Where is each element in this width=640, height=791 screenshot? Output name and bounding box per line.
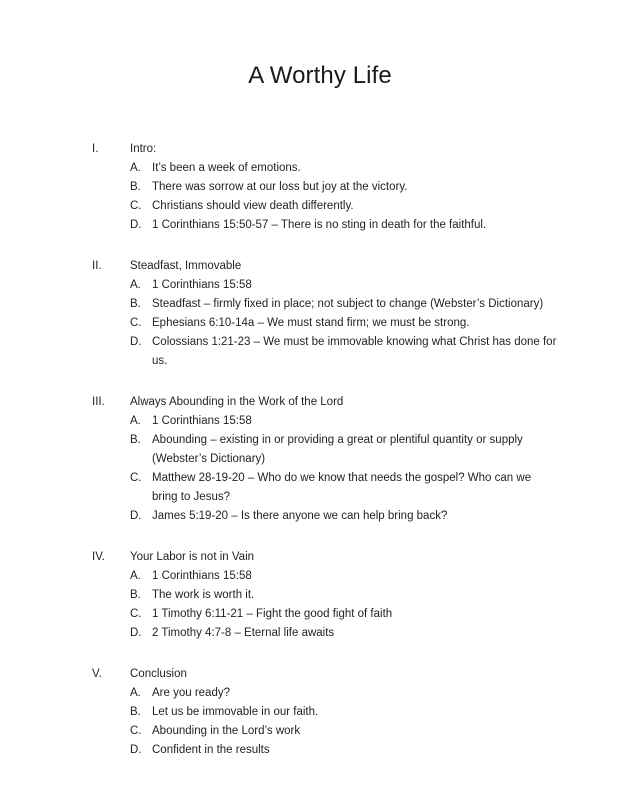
list-item-letter: C.	[130, 200, 142, 212]
section-item-list	[0, 159, 640, 235]
outline-section	[0, 257, 640, 371]
list-item-letter: A.	[130, 162, 141, 174]
list-item-letter: B.	[130, 706, 141, 718]
section-item-list	[0, 276, 640, 371]
list-item-letter: A.	[130, 687, 141, 699]
page-title: A Worthy Life	[248, 62, 392, 89]
section-numeral: V.	[92, 668, 102, 680]
list-item-letter: C.	[130, 608, 142, 620]
list-item: A. 1 Corinthians 15:58	[0, 412, 640, 431]
section-item-list	[0, 412, 640, 526]
list-item: C. Abounding in the Lord’s work	[0, 722, 640, 741]
list-item: C. Matthew 28-19-20 – Who do we know that needs the gospel? Who can we bring to Jesus?	[0, 469, 640, 507]
section-numeral: II.	[92, 260, 102, 272]
section-heading: III. Always Abounding in the Work of the Lord	[0, 393, 640, 412]
list-item-letter: C.	[130, 472, 142, 484]
list-item-letter: B.	[130, 298, 141, 310]
outline-body	[0, 140, 640, 760]
list-item: C. 1 Timothy 6:11-21 – Fight the good fight of faith	[0, 605, 640, 624]
list-item: A. Are you ready?	[0, 684, 640, 703]
list-item-letter: D.	[130, 744, 142, 756]
list-item: B. Abounding – existing in or providing a great or plentiful quantity or supply (Webster’s Dictionary)	[0, 431, 640, 469]
list-item-letter: B.	[130, 181, 141, 193]
list-item: B. The work is worth it.	[0, 586, 640, 605]
list-item: D. Colossians 1:21-23 – We must be immovable knowing what Christ has done for us.	[0, 333, 640, 371]
outline-section	[0, 548, 640, 643]
list-item: D. James 5:19-20 – Is there anyone we can help bring back?	[0, 507, 640, 526]
list-item: A. It’s been a week of emotions.	[0, 159, 640, 178]
list-item-letter: D.	[130, 510, 142, 522]
list-item-letter: D.	[130, 336, 142, 348]
list-item-letter: D.	[130, 627, 142, 639]
outline-section	[0, 140, 640, 235]
outline-section	[0, 665, 640, 760]
list-item: D. 2 Timothy 4:7-8 – Eternal life awaits	[0, 624, 640, 643]
list-item-letter: B.	[130, 434, 141, 446]
list-item-letter: B.	[130, 589, 141, 601]
section-numeral: III.	[92, 396, 105, 408]
section-heading: V. Conclusion	[0, 665, 640, 684]
list-item-letter: C.	[130, 725, 142, 737]
list-item-letter: C.	[130, 317, 142, 329]
outline-section	[0, 393, 640, 526]
list-item-letter: A.	[130, 279, 141, 291]
list-item: B. Let us be immovable in our faith.	[0, 703, 640, 722]
list-item: A. 1 Corinthians 15:58	[0, 276, 640, 295]
list-item: C. Christians should view death differently.	[0, 197, 640, 216]
section-item-list	[0, 684, 640, 760]
list-item-letter: A.	[130, 570, 141, 582]
list-item: D. Confident in the results	[0, 741, 640, 760]
section-heading: I. Intro:	[0, 140, 640, 159]
list-item: B. There was sorrow at our loss but joy at the victory.	[0, 178, 640, 197]
list-item-letter: A.	[130, 415, 141, 427]
list-item: B. Steadfast – firmly fixed in place; not subject to change (Webster’s Dictionary)	[0, 295, 640, 314]
section-numeral: I.	[92, 143, 99, 155]
section-item-list	[0, 567, 640, 643]
section-heading: IV. Your Labor is not in Vain	[0, 548, 640, 567]
section-numeral: IV.	[92, 551, 106, 563]
section-heading: II. Steadfast, Immovable	[0, 257, 640, 276]
list-item: C. Ephesians 6:10-14a – We must stand firm; we must be strong.	[0, 314, 640, 333]
list-item-letter: D.	[130, 219, 142, 231]
list-item: A. 1 Corinthians 15:58	[0, 567, 640, 586]
list-item: D. 1 Corinthians 15:50-57 – There is no sting in death for the faithful.	[0, 216, 640, 235]
